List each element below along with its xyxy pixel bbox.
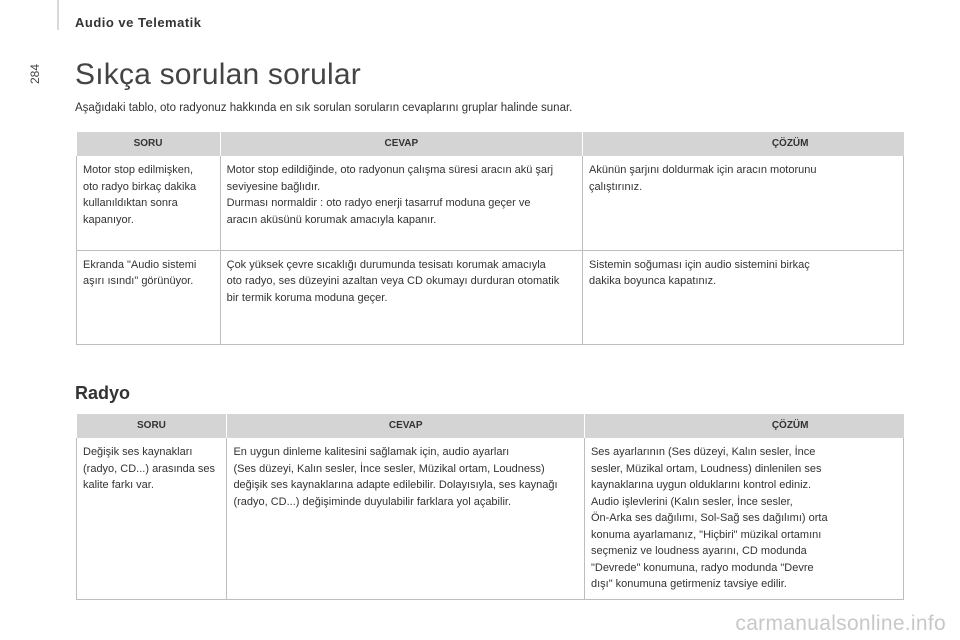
cell-line: kullanıldıktan sonra — [83, 197, 178, 209]
side-rule — [57, 0, 59, 30]
cell-line: Akünün şarjını doldurmak için aracın motorunu — [589, 164, 817, 176]
cell-line: aracın aküsünü korumak amacıyla kapanır. — [226, 213, 437, 226]
cell-line: bir termik koruma moduna geçer. — [226, 291, 388, 304]
header-title: Audio ve Telematik — [75, 15, 202, 30]
table-row — [77, 156, 904, 250]
cell-line: dışı" konumuna getirmeniz tavsiye edilir. — [590, 578, 787, 590]
cell-line: Audio işlevlerini (Kalın sesler, İnce sesler, — [590, 495, 793, 508]
solution-cell — [583, 156, 904, 250]
table-row — [77, 438, 904, 599]
cell-line: aşırı ısındı" görünüyor. — [83, 275, 194, 287]
cell-line: (radyo, CD...) arasında ses — [83, 462, 216, 475]
cell-line: "Devrede" konumuna, radyo modunda "Devre — [590, 561, 814, 574]
column-header-question: SORU — [77, 414, 227, 438]
cell-line: (radyo, CD...) değişiminde duyulabilir farklara yol açabilir. — [233, 495, 511, 508]
question-cell — [77, 156, 221, 250]
column-header-answer: CEVAP — [220, 132, 582, 156]
cell-line: kapanıyor. — [83, 213, 134, 226]
column-header-question: SORU — [77, 132, 221, 156]
solution-cell — [583, 250, 904, 344]
cell-line: seviyesine bağlıdır. — [226, 180, 321, 193]
cell-line: Ön-Arka ses dağılımı, Sol-Sağ ses dağılımı) orta — [590, 512, 828, 524]
cell-line: konuma ayarlamanız, "Hiçbiri" müzikal ortamını — [590, 528, 822, 541]
cell-line: Değişik ses kaynakları — [83, 446, 193, 458]
cell-line: değişik ses kaynaklarına adapte edilebilir. Dolayısıyla, ses kaynağı — [233, 479, 558, 491]
cell-line: oto radyo, ses düzeyini azaltan veya CD okumayı durduran otomatik — [226, 275, 560, 287]
cell-line: En uygun dinleme kalitesini sağlamak için, audio ayarları — [233, 446, 510, 458]
cell-line: Motor stop edilmişken, — [83, 164, 194, 176]
question-cell — [77, 250, 221, 344]
section-title-radyo: Radyo — [75, 383, 131, 403]
table-header-row — [77, 414, 904, 438]
cell-line: Ses ayarlarının (Ses düzeyi, Kalın sesler, İnce — [590, 446, 816, 458]
answer-cell — [227, 438, 585, 599]
cell-line: Motor stop edildiğinde, oto radyonun çalışma süresi aracın akü şarj — [226, 164, 554, 176]
cell-line: kaynaklarına uygun olduklarını kontrol ediniz. — [590, 479, 812, 491]
cell-line: çalıştırınız. — [589, 180, 643, 193]
faq-table-radyo — [76, 414, 904, 600]
cell-line: dakika boyunca kapatınız. — [589, 275, 717, 287]
cell-line: oto radyo birkaç dakika — [83, 180, 197, 193]
cell-line: sesler, Müzikal ortam, Loudness) dinlenilen ses — [590, 462, 822, 475]
cell-line: seçmeniz ve loudness ayarını, CD modunda — [590, 545, 807, 557]
solution-cell — [584, 438, 903, 599]
cell-line: Sistemin soğuması için audio sistemini birkaç — [589, 258, 810, 271]
watermark: carmanualsonline.info — [735, 612, 946, 635]
page-number: 284 — [28, 63, 42, 84]
table-row — [77, 250, 904, 344]
answer-cell — [220, 156, 582, 250]
cell-line: (Ses düzeyi, Kalın sesler, İnce sesler, Müzikal ortam, Loudness) — [233, 462, 545, 475]
column-header-solution: ÇÖZÜM — [584, 414, 903, 438]
cell-line: Ekranda "Audio sistemi — [83, 258, 197, 271]
page-title: Sıkça sorulan sorular — [75, 58, 361, 91]
cell-line: Durması normaldir : oto radyo enerji tasarruf moduna geçer ve — [226, 197, 531, 209]
column-header-solution: ÇÖZÜM — [583, 132, 904, 156]
column-header-answer: CEVAP — [227, 414, 585, 438]
table-header-row — [77, 132, 904, 156]
question-cell — [77, 438, 227, 599]
faq-table-general — [76, 132, 904, 345]
intro-text: Aşağıdaki tablo, oto radyonuz hakkında en sık sorulan soruların cevaplarını gruplar halinde sunar. — [75, 102, 573, 114]
answer-cell — [220, 250, 582, 344]
cell-line: Çok yüksek çevre sıcaklığı durumunda tesisatı korumak amacıyla — [226, 258, 546, 271]
cell-line: kalite farkı var. — [83, 479, 154, 491]
